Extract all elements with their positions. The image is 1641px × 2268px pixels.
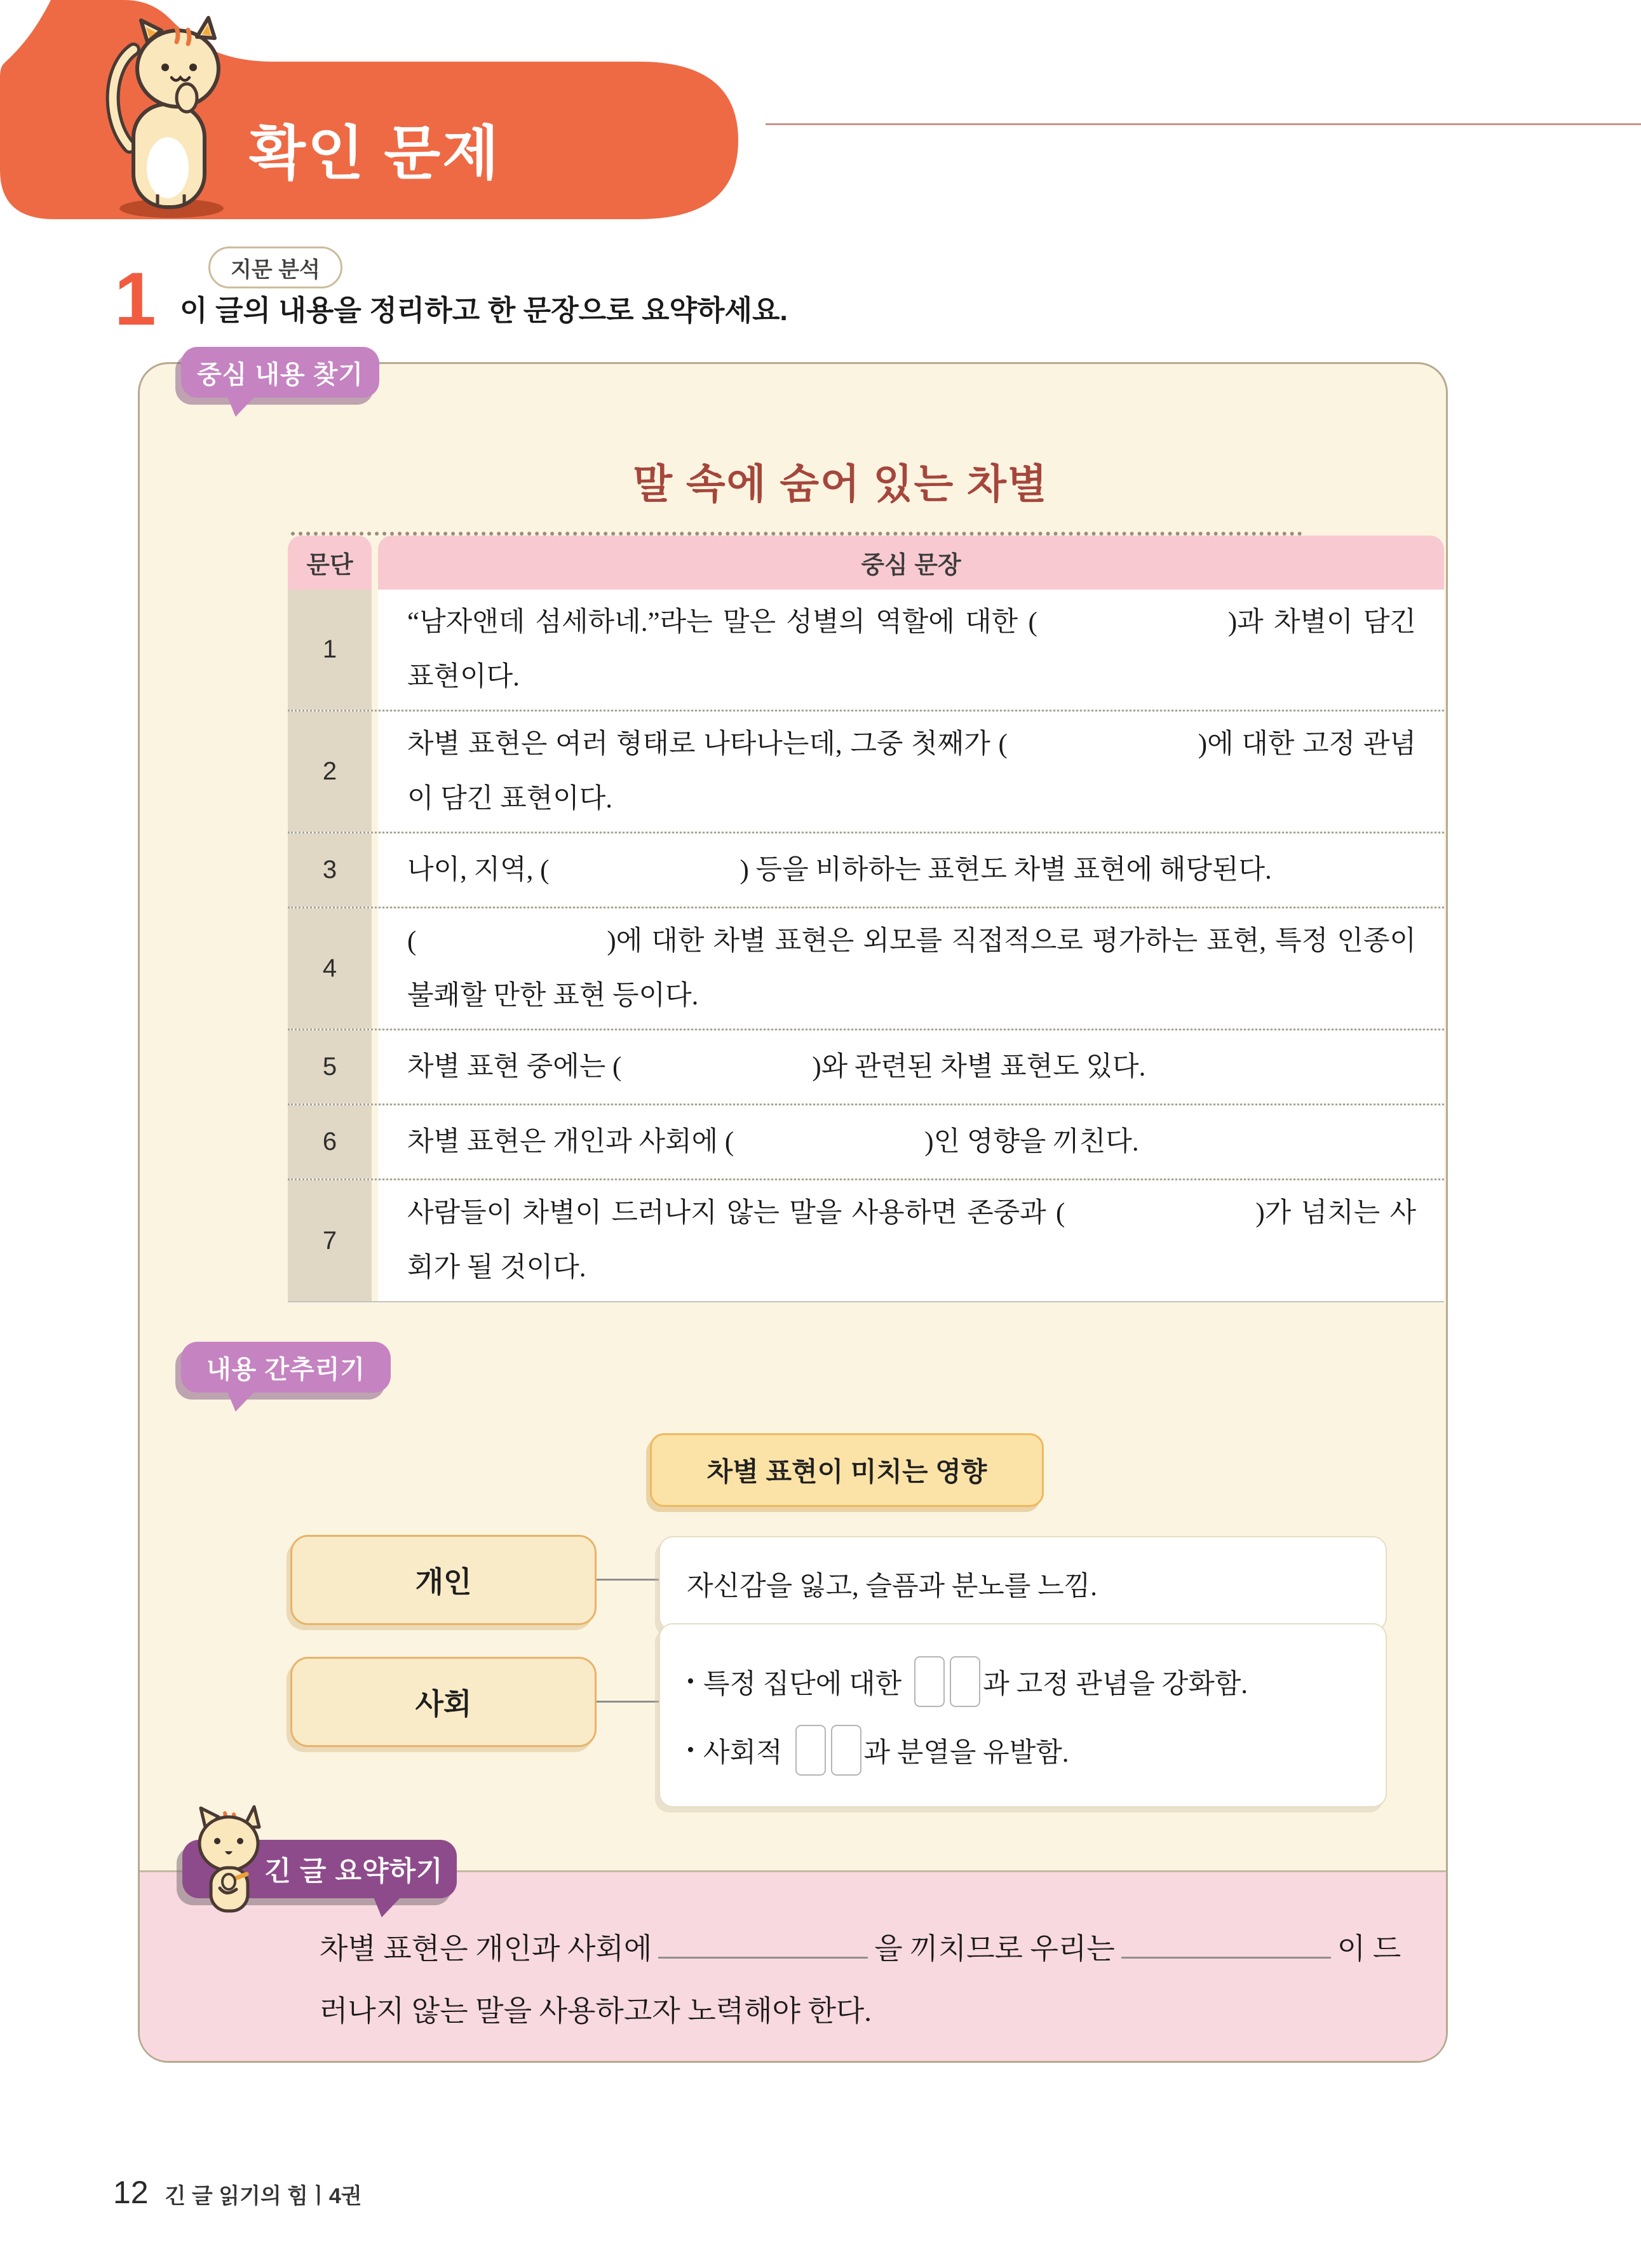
table-row (288, 712, 1444, 834)
question-text: 이 글의 내용을 정리하고 한 문장으로 요약하세요. (180, 294, 788, 327)
page-number: 12 (113, 2175, 149, 2210)
effects-title-box: 차별 표현이 미치는 영향 (650, 1433, 1044, 1507)
society-connector (597, 1701, 659, 1703)
page-title: 확인 문제 (249, 121, 501, 186)
article-title: 말 속에 숨어 있는 차별 (633, 461, 1048, 507)
individual-connector (597, 1579, 659, 1581)
find-main-content-badge: 중심 내용 찾기 (181, 347, 379, 398)
table-row (288, 590, 1444, 712)
cat-mascot-icon (97, 10, 236, 220)
answer-box[interactable] (831, 1725, 861, 1776)
summary-line-1: 차별 표현은 개인과 사회에 을 끼치므로 우리는 이 드 (320, 1933, 1401, 1965)
individual-text-box (659, 1536, 1387, 1631)
answer-box[interactable] (950, 1656, 980, 1707)
sentence-text: ( )에 대한 차별 표현은 외모를 직접적으로 평가하는 표현, 특정 인종이 불쾌할 만한 표현 등이다. (407, 926, 1416, 1011)
summary-blank[interactable] (1121, 1952, 1331, 1959)
sentence-text: 사람들이 차별이 드러나지 않는 말을 사용하면 존중과 ( )가 넘치는 사회가 될 것이다. (407, 1198, 1416, 1283)
header-divider (766, 123, 1641, 125)
long-text-summary-badge: 긴 글 요약하기 (182, 1840, 457, 1898)
summary-blank[interactable] (658, 1952, 868, 1959)
book-title: 긴 글 읽기의 힘ㅣ4권 (165, 2184, 362, 2208)
society-bullet-2: • 사회적 과 분열을 유발함. (687, 1716, 1359, 1785)
sentence-text: 차별 표현 중에는 ( )와 관련된 차별 표현도 있다. (407, 1051, 1146, 1082)
col-header-paragraph: 문단 (288, 536, 372, 590)
table-row (288, 834, 1444, 908)
table-row (288, 1180, 1444, 1302)
cat-writing-icon (188, 1799, 269, 1920)
paragraph-number: 4 (288, 908, 372, 1029)
key-sentence-table (288, 536, 1444, 1302)
passage-analysis-badge: 지문 분석 (208, 246, 342, 288)
society-label-box: 사회 (290, 1657, 597, 1747)
paragraph-number: 5 (288, 1030, 372, 1104)
paragraph-number: 2 (288, 712, 372, 832)
footer (113, 2174, 362, 2211)
answer-box[interactable] (795, 1725, 826, 1776)
society-bullet-1: • 특정 집단에 대한 과 고정 관념을 강화함. (687, 1647, 1359, 1716)
outline-content-badge: 내용 간추리기 (181, 1342, 391, 1393)
table-row (288, 908, 1444, 1030)
table-row (288, 1030, 1444, 1105)
paragraph-number: 6 (288, 1105, 372, 1178)
question-number: 1 (114, 257, 156, 341)
sentence-text: 나이, 지역, ( ) 등을 비하하는 표현도 차별 표현에 해당된다. (407, 854, 1272, 885)
main-panel (138, 362, 1448, 2063)
sentence-text: “남자앤데 섬세하네.”라는 말은 성별의 역할에 대한 ( )과 차별이 담긴 표현이다. (407, 607, 1416, 692)
col-header-sentence: 중심 문장 (378, 536, 1444, 590)
individual-label-box: 개인 (290, 1535, 597, 1625)
paragraph-number: 7 (288, 1180, 372, 1301)
sentence-text: 차별 표현은 여러 형태로 나타나는데, 그중 첫째가 ( )에 대한 고정 관념이 담긴 표현이다. (407, 729, 1416, 814)
table-row (288, 1105, 1444, 1180)
table-header-row (288, 536, 1444, 590)
individual-text: 자신감을 잃고, 슬픔과 분노를 느낌. (687, 1571, 1098, 1602)
bullet-icon: • (687, 1738, 694, 1762)
summary-line-2: 러나지 않는 말을 사용하고자 노력해야 한다. (320, 1995, 872, 2027)
sentence-text: 차별 표현은 개인과 사회에 ( )인 영향을 끼친다. (407, 1126, 1139, 1157)
bullet-icon: • (687, 1670, 694, 1693)
paragraph-number: 1 (288, 590, 372, 710)
paragraph-number: 3 (288, 834, 372, 907)
answer-box[interactable] (914, 1656, 945, 1707)
society-text-box (659, 1623, 1387, 1807)
